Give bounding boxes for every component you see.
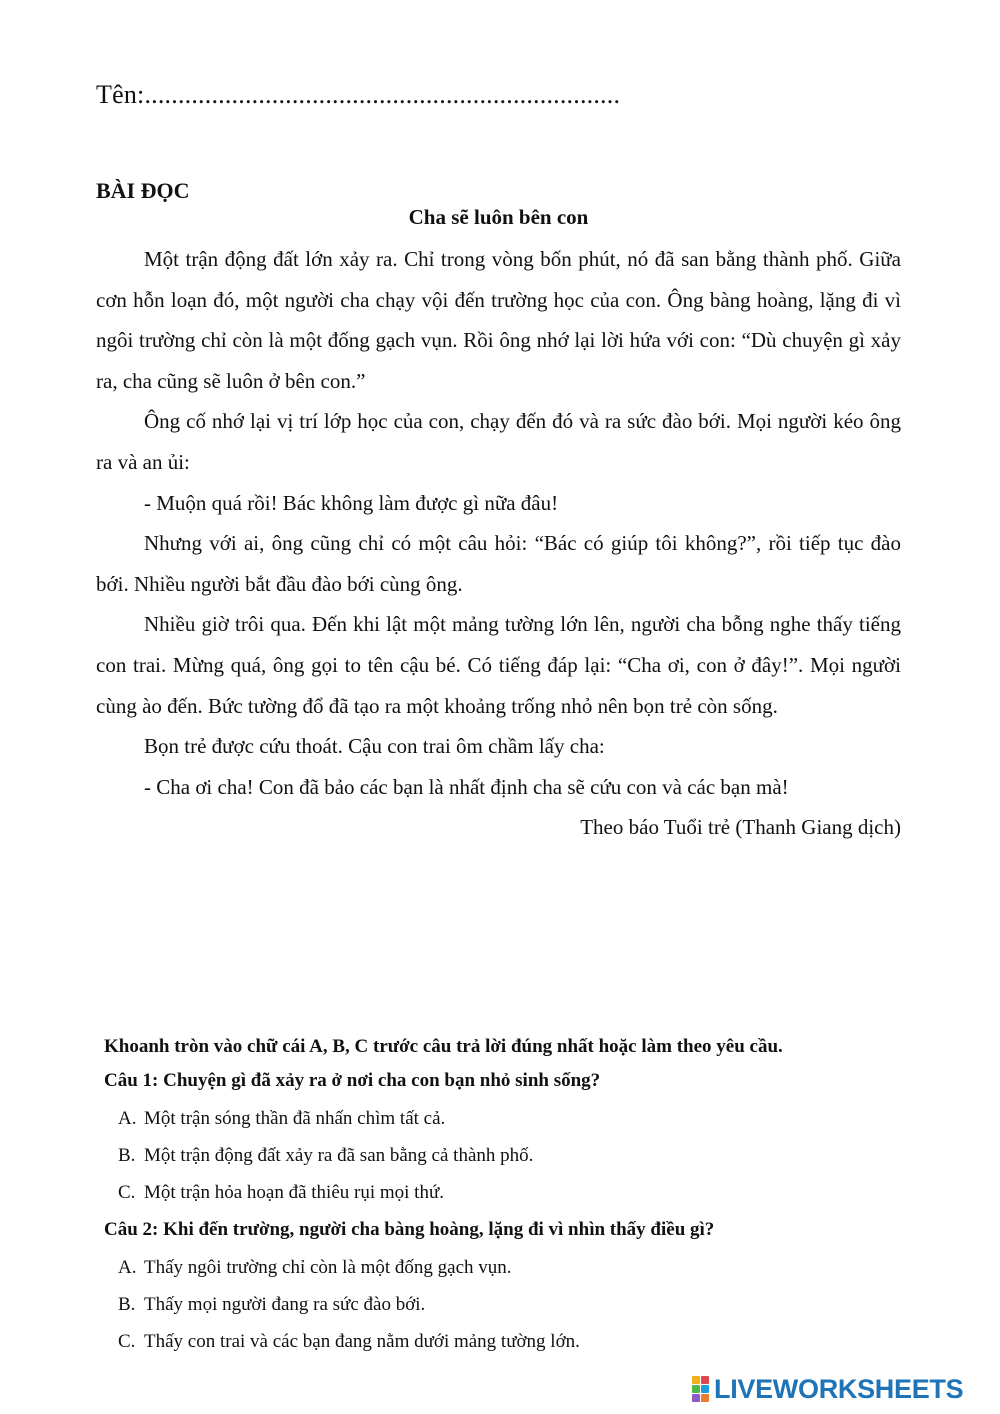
question-1-option-a[interactable] bbox=[104, 1104, 904, 1141]
liveworksheets-wordmark: LIVEWORKSHEETS bbox=[714, 1373, 964, 1404]
story-source: Theo báo Tuổi trẻ (Thanh Giang dịch) bbox=[580, 815, 901, 840]
question-2-option-b[interactable] bbox=[104, 1290, 904, 1327]
story-title: Cha sẽ luôn bên con bbox=[408, 205, 589, 229]
option-letter: C. bbox=[118, 1182, 136, 1203]
quiz-section bbox=[104, 1032, 904, 1364]
option-text: Một trận động đất xảy ra đã san bằng cả thành phố. bbox=[144, 1145, 534, 1166]
question-1-option-c[interactable] bbox=[104, 1178, 904, 1215]
quiz-instruction: Khoanh tròn vào chữ cái A, B, C trước câu trả lời đúng nhất hoặc làm theo yêu cầu. bbox=[104, 1036, 783, 1057]
logo-square bbox=[701, 1376, 709, 1384]
question-1-option-b[interactable] bbox=[104, 1141, 904, 1178]
option-letter: B. bbox=[118, 1294, 136, 1315]
option-text: Thấy mọi người đang ra sức đào bới. bbox=[144, 1294, 426, 1315]
story-paragraph: - Cha ơi cha! Con đã bảo các bạn là nhất định cha sẽ cứu con và các bạn mà! bbox=[144, 774, 789, 799]
liveworksheets-logo-icon bbox=[692, 1376, 710, 1402]
logo-square bbox=[692, 1376, 700, 1384]
option-text: Một trận sóng thần đã nhấn chìm tất cả. bbox=[144, 1108, 446, 1129]
option-letter: A. bbox=[118, 1257, 137, 1278]
question-2-option-c[interactable] bbox=[104, 1327, 904, 1364]
logo-square bbox=[692, 1385, 700, 1393]
option-text: Thấy con trai và các bạn đang nằm dưới mảng tường lớn. bbox=[144, 1331, 580, 1352]
name-field-label: Tên:....................................................................... bbox=[96, 80, 621, 109]
story-paragraph: Ông cố nhớ lại vị trí lớp học của con, chạy đến đó và ra sức đào bới. Mọi người kéo ông ra và an ủi: bbox=[96, 409, 901, 474]
question-1: Câu 1: Chuyện gì đã xảy ra ở nơi cha con bạn nhỏ sinh sống? bbox=[104, 1070, 601, 1091]
reading-passage bbox=[96, 239, 901, 848]
option-text: Một trận hỏa hoạn đã thiêu rụi mọi thứ. bbox=[144, 1182, 444, 1203]
question-2: Câu 2: Khi đến trường, người cha bàng hoàng, lặng đi vì nhìn thấy điều gì? bbox=[104, 1219, 715, 1240]
section-heading: BÀI ĐỌC bbox=[96, 178, 190, 203]
story-paragraph: Bọn trẻ được cứu thoát. Cậu con trai ôm chầm lấy cha: bbox=[144, 734, 605, 759]
option-letter: A. bbox=[118, 1108, 137, 1129]
option-letter: C. bbox=[118, 1331, 136, 1352]
liveworksheets-brand bbox=[692, 1374, 963, 1404]
story-paragraph: Nhiều giờ trôi qua. Đến khi lật một mảng tường lớn lên, người cha bỗng nghe thấy tiếng con trai. Mừng quá, ông gọi to tên cậu bé. Có tiếng đáp lại: “Cha ơi, con ở đây!”. Mọi người cùng ào đến. Bức tường đổ đã tạo ra một khoảng trống nhỏ nên bọn trẻ còn sống. bbox=[96, 612, 901, 718]
logo-square bbox=[701, 1394, 709, 1402]
story-paragraph: - Muộn quá rồi! Bác không làm được gì nữa đâu! bbox=[144, 490, 559, 515]
question-2-option-a[interactable] bbox=[104, 1253, 904, 1290]
logo-square bbox=[701, 1385, 709, 1393]
story-paragraph: Một trận động đất lớn xảy ra. Chỉ trong vòng bốn phút, nó đã san bằng thành phố. Giữa cơn hỗn loạn đó, một người cha chạy vội đến trường học của con. Ông bàng hoàng, lặng đi vì ngôi trường chỉ còn là một đống gạch vụn. Rồi ông nhớ lại lời hứa với con: “Dù chuyện gì xảy ra, cha cũng sẽ luôn ở bên con.” bbox=[96, 247, 901, 393]
story-paragraph: Nhưng với ai, ông cũng chỉ có một câu hỏi: “Bác có giúp tôi không?”, rồi tiếp tục đào bới. Nhiều người bắt đầu đào bới cùng ông. bbox=[96, 531, 901, 596]
option-text: Thấy ngôi trường chỉ còn là một đống gạch vụn. bbox=[144, 1257, 512, 1278]
option-letter: B. bbox=[118, 1145, 136, 1166]
logo-square bbox=[692, 1394, 700, 1402]
